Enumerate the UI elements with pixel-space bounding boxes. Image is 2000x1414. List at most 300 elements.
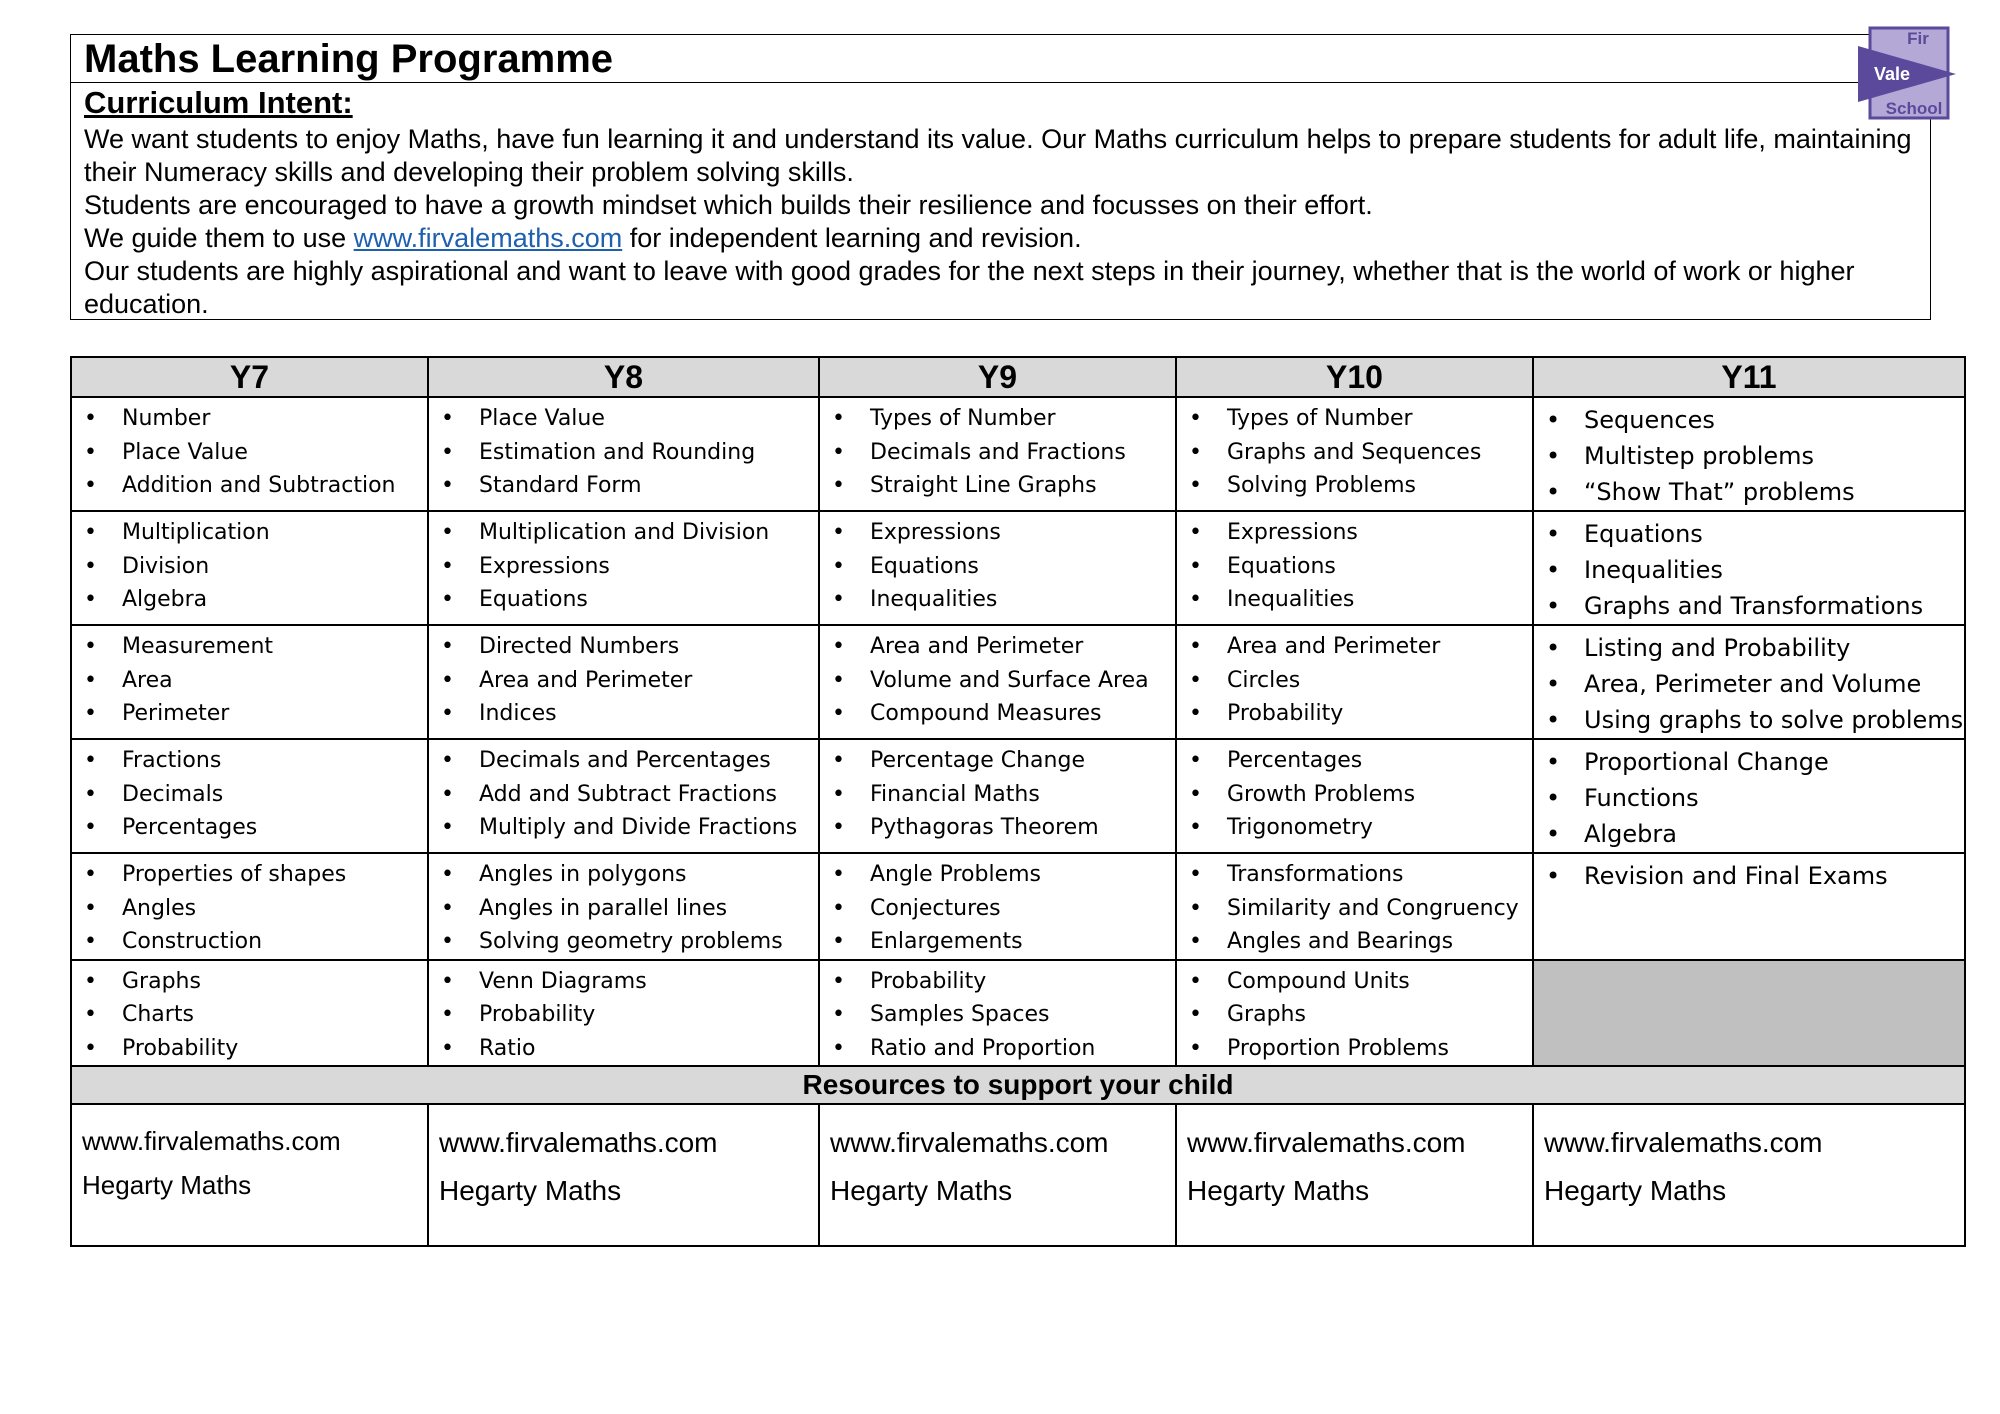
topic-label: Multiplication and Division [479, 520, 770, 545]
topic-label: Enlargements [870, 929, 1023, 954]
bullet-icon: • [441, 473, 454, 498]
bullet-icon: • [1189, 553, 1202, 579]
topic-label: Angles in parallel lines [479, 895, 728, 921]
topic-label: Graphs and Transformations [1584, 592, 1924, 620]
bullet-icon: • [441, 406, 454, 431]
topic-label: Properties of shapes [122, 862, 347, 887]
topic-item [1189, 965, 1532, 999]
topic-item [1189, 436, 1532, 470]
topic-label: Equations [479, 587, 588, 612]
topic-item [441, 811, 818, 845]
topic-item [441, 744, 818, 778]
intent-paragraph-4: Our students are highly aspirational and want to leave with good grades for the next steps in their journey, whether that is the world of work or higher education. [84, 256, 1855, 319]
topic-list [1177, 626, 1532, 731]
bullet-icon: • [84, 667, 97, 693]
topic-label: Equations [1584, 520, 1703, 548]
bullet-icon: • [1546, 634, 1561, 662]
topic-list [1534, 854, 1964, 894]
topic-list [72, 398, 427, 503]
topic-cell-y11 [1533, 511, 1965, 625]
topic-list [72, 512, 427, 617]
topic-cell-y9 [819, 625, 1176, 739]
topic-label: Place Value [479, 406, 605, 431]
topic-label: Ratio and Proportion [870, 1035, 1096, 1061]
topic-label: Expressions [870, 520, 1001, 545]
bullet-icon: • [441, 439, 454, 465]
bullet-icon: • [441, 815, 454, 840]
topic-item [441, 550, 818, 584]
topic-cell-y7 [71, 625, 428, 739]
bullet-icon: • [84, 1035, 97, 1061]
bullet-icon: • [1189, 406, 1202, 431]
bullet-icon: • [832, 439, 845, 465]
topic-item [84, 402, 427, 436]
topic-label: Area [122, 667, 173, 693]
topic-label: Addition and Subtraction [122, 473, 396, 498]
topic-label: Transformations [1227, 862, 1404, 887]
topic-item [1189, 998, 1532, 1032]
topic-label: Pythagoras Theorem [870, 815, 1099, 840]
bullet-icon: • [84, 815, 97, 840]
topic-item [832, 778, 1175, 812]
bullet-icon: • [1189, 968, 1202, 994]
topic-list [429, 854, 818, 959]
bullet-icon: • [441, 520, 454, 545]
bullet-icon: • [1546, 748, 1561, 776]
topic-item [84, 965, 427, 999]
bullet-icon: • [832, 634, 845, 659]
bullet-icon: • [84, 1002, 97, 1027]
topic-label: Similarity and Congruency [1227, 895, 1519, 921]
topic-cell-y10 [1176, 625, 1533, 739]
topic-item [1189, 664, 1532, 698]
topic-rows [71, 397, 1965, 1066]
topic-item [832, 630, 1175, 664]
bullet-icon: • [1189, 587, 1202, 612]
bullet-icon: • [441, 1002, 454, 1027]
topic-list [1177, 854, 1532, 959]
year-header-y7: Y7 [71, 357, 428, 397]
topic-item [1189, 925, 1532, 959]
topic-item [441, 697, 818, 731]
intent-paragraph-3-start: We guide them to use [84, 223, 354, 253]
curriculum-intent-box [70, 34, 1931, 320]
topic-label: Perimeter [122, 701, 230, 726]
topic-item [84, 998, 427, 1032]
topic-cell-y11 [1533, 853, 1965, 960]
topic-label: Trigonometry [1227, 815, 1373, 840]
intent-paragraph-3-end: for independent learning and revision. [622, 223, 1082, 253]
bullet-icon: • [84, 895, 97, 921]
bullet-icon: • [832, 406, 845, 431]
topic-row [71, 739, 1965, 853]
bullet-icon: • [84, 781, 97, 807]
topic-item [84, 892, 427, 926]
topic-cell-y11 [1533, 625, 1965, 739]
bullet-icon: • [441, 895, 454, 921]
bullet-icon: • [832, 862, 845, 887]
resources-row [71, 1104, 1965, 1246]
topic-label: Decimals and Percentages [479, 748, 771, 773]
resource-site[interactable]: www.firvalemaths.com [1187, 1127, 1466, 1158]
topic-item [1189, 630, 1532, 664]
topic-item [441, 630, 818, 664]
topic-item [441, 436, 818, 470]
topic-cell-y10 [1176, 853, 1533, 960]
topic-cell-y11 [1533, 739, 1965, 853]
resource-tool: Hegarty Maths [1187, 1175, 1370, 1206]
topic-cell-y8 [428, 511, 819, 625]
bullet-icon: • [84, 929, 97, 954]
topic-cell-y9 [819, 960, 1176, 1067]
topic-item [1189, 778, 1532, 812]
topic-cell-y8 [428, 853, 819, 960]
topic-label: Multiply and Divide Fractions [479, 815, 798, 840]
topic-label: Algebra [1584, 820, 1677, 848]
year-header-y9: Y9 [819, 357, 1176, 397]
topic-label: Area and Perimeter [479, 667, 693, 693]
topic-label: Standard Form [479, 473, 642, 498]
topic-list [820, 740, 1175, 845]
topic-item [832, 664, 1175, 698]
bullet-icon: • [1189, 929, 1202, 954]
topic-label: Construction [122, 929, 263, 954]
topic-label: Equations [1227, 553, 1336, 579]
bullet-icon: • [1189, 895, 1202, 921]
topic-label: Number [122, 406, 211, 431]
topic-label: Charts [122, 1002, 194, 1027]
topic-list [820, 512, 1175, 617]
bullet-icon: • [832, 587, 845, 612]
topic-label: Probability [1227, 701, 1344, 726]
topic-label: Fractions [122, 748, 222, 773]
bullet-icon: • [1189, 634, 1202, 659]
topic-label: Angles and Bearings [1227, 929, 1454, 954]
topic-label: Equations [870, 553, 979, 579]
topic-cell-y7 [71, 739, 428, 853]
topic-label: Types of Number [1227, 406, 1413, 431]
topic-item [832, 402, 1175, 436]
topic-item [441, 858, 818, 892]
topic-item [1189, 697, 1532, 731]
topic-row [71, 625, 1965, 739]
topic-item [441, 778, 818, 812]
topic-item [832, 583, 1175, 617]
intent-paragraph-1: We want students to enjoy Maths, have fun learning it and understand its value. Our Maths curriculum helps to prepare students for adult life, maintaining their Numeracy skills and developing their problem solving skills. [84, 124, 1912, 187]
bullet-icon: • [832, 1002, 845, 1027]
topic-label: Percentage Change [870, 748, 1085, 773]
topic-cell-y7 [71, 853, 428, 960]
topic-label: Listing and Probability [1584, 634, 1851, 662]
topic-cell-y8 [428, 960, 819, 1067]
topic-cell-y8 [428, 397, 819, 511]
topic-label: Compound Units [1227, 968, 1410, 994]
topic-item [1546, 744, 1964, 780]
bullet-icon: • [1189, 815, 1202, 840]
bullet-icon: • [84, 862, 97, 887]
school-logo [1858, 26, 1958, 126]
bullet-icon: • [84, 406, 97, 431]
topic-item [441, 583, 818, 617]
topic-item [1189, 744, 1532, 778]
year-header-y10: Y10 [1176, 357, 1533, 397]
topic-item [1189, 402, 1532, 436]
bullet-icon: • [832, 701, 845, 726]
topic-label: Multistep problems [1584, 442, 1815, 470]
topic-list [1177, 398, 1532, 503]
topic-item [441, 998, 818, 1032]
topic-list [72, 854, 427, 959]
topic-label: Solving Problems [1227, 473, 1416, 498]
topic-label: Samples Spaces [870, 1002, 1050, 1027]
topic-row [71, 960, 1965, 1067]
bullet-icon: • [84, 439, 97, 465]
topic-list [820, 626, 1175, 731]
topic-item [84, 1032, 427, 1066]
bullet-icon: • [1189, 473, 1202, 498]
topic-list [820, 961, 1175, 1066]
topic-item [84, 858, 427, 892]
intent-paragraph-3 [71, 222, 1930, 255]
topic-item [84, 469, 427, 503]
topic-label: Proportion Problems [1227, 1035, 1449, 1061]
topic-label: Multiplication [122, 520, 270, 545]
resource-tool: Hegarty Maths [439, 1175, 622, 1206]
bullet-icon: • [1546, 820, 1561, 848]
topic-cell-y8 [428, 625, 819, 739]
topic-item [1546, 474, 1964, 510]
topic-item [441, 965, 818, 999]
topic-item [1546, 402, 1964, 438]
topic-item [441, 516, 818, 550]
topic-label: Angles in polygons [479, 862, 687, 887]
topic-item [441, 925, 818, 959]
topic-label: Solving geometry problems [479, 929, 783, 954]
topic-item [84, 811, 427, 845]
bullet-icon: • [84, 968, 97, 994]
bullet-icon: • [1189, 781, 1202, 807]
topic-item [1546, 780, 1964, 816]
bullet-icon: • [832, 781, 845, 807]
topic-label: Functions [1584, 784, 1699, 812]
topic-label: Probability [122, 1035, 239, 1061]
topic-label: Sequences [1584, 406, 1715, 434]
bullet-icon: • [1189, 667, 1202, 693]
resources-cell-y10 [1176, 1104, 1533, 1246]
topic-item [832, 516, 1175, 550]
topic-list [1534, 626, 1964, 738]
topic-label: Using graphs to solve problems [1584, 706, 1964, 734]
topic-row [71, 853, 1965, 960]
resources-heading: Resources to support your child [71, 1066, 1965, 1104]
bullet-icon: • [84, 701, 97, 726]
topic-label: Graphs [122, 968, 201, 994]
bullet-icon: • [441, 634, 454, 659]
bullet-icon: • [1546, 442, 1561, 470]
bullet-icon: • [832, 815, 845, 840]
topic-item [1546, 516, 1964, 552]
bullet-icon: • [832, 667, 845, 693]
topic-label: Volume and Surface Area [870, 667, 1149, 693]
topic-label: Probability [870, 968, 987, 994]
topic-label: Estimation and Rounding [479, 439, 756, 465]
topic-item [441, 469, 818, 503]
bullet-icon: • [1546, 520, 1561, 548]
bullet-icon: • [441, 701, 454, 726]
topic-list [820, 854, 1175, 959]
topic-item [1189, 516, 1532, 550]
topic-label: Inequalities [870, 587, 998, 612]
topic-label: Angle Problems [870, 862, 1042, 887]
topic-cell-y10 [1176, 960, 1533, 1067]
topic-item [832, 858, 1175, 892]
bullet-icon: • [1546, 478, 1561, 506]
topic-item [84, 630, 427, 664]
topic-item [84, 778, 427, 812]
bullet-icon: • [1189, 701, 1202, 726]
topic-item [84, 744, 427, 778]
bullet-icon: • [1546, 862, 1561, 890]
topic-cell-y11 [1533, 397, 1965, 511]
topic-list [429, 740, 818, 845]
topic-cell-y8 [428, 739, 819, 853]
topic-label: Financial Maths [870, 781, 1040, 807]
topic-cell-y10 [1176, 739, 1533, 853]
topic-list [429, 626, 818, 731]
topic-list [429, 512, 818, 617]
bullet-icon: • [832, 473, 845, 498]
topic-label: Algebra [122, 587, 208, 612]
topic-item [1189, 469, 1532, 503]
topic-label: Decimals and Fractions [870, 439, 1126, 465]
topic-label: Expressions [1227, 520, 1358, 545]
topic-label: Percentages [122, 815, 258, 840]
topic-label: Angles [122, 895, 197, 921]
topic-list [1177, 740, 1532, 845]
resources-cell-y8 [428, 1104, 819, 1246]
bullet-icon: • [1546, 592, 1561, 620]
bullet-icon: • [441, 862, 454, 887]
logo-text-vale: Vale [1873, 64, 1911, 84]
resource-site[interactable]: www.firvalemaths.com [439, 1127, 718, 1158]
intent-paragraph-2: Students are encouraged to have a growth mindset which builds their resilience and focusses on their effort. [84, 190, 1373, 220]
topic-item [832, 469, 1175, 503]
resource-tool: Hegarty Maths [1544, 1175, 1727, 1206]
topic-item [84, 925, 427, 959]
topic-label: Compound Measures [870, 701, 1102, 726]
topic-item [832, 436, 1175, 470]
resources-cell-y7 [71, 1104, 428, 1246]
bullet-icon: • [832, 520, 845, 545]
topic-label: “Show That” problems [1584, 478, 1855, 506]
topic-cell-y10 [1176, 397, 1533, 511]
topic-cell-y9 [819, 853, 1176, 960]
topic-label: Conjectures [870, 895, 1001, 921]
bullet-icon: • [84, 520, 97, 545]
bullet-icon: • [441, 667, 454, 693]
topic-row [71, 397, 1965, 511]
topic-item [832, 550, 1175, 584]
topic-cell-y10 [1176, 511, 1533, 625]
topic-label: Circles [1227, 667, 1301, 693]
bullet-icon: • [1189, 439, 1202, 465]
topic-item [441, 402, 818, 436]
topic-item [832, 697, 1175, 731]
topic-label: Types of Number [870, 406, 1056, 431]
bullet-icon: • [84, 634, 97, 659]
resources-cell-y9 [819, 1104, 1176, 1246]
bullet-icon: • [1546, 406, 1561, 434]
topic-label: Measurement [122, 634, 274, 659]
topic-item [84, 516, 427, 550]
topic-item [1189, 1032, 1532, 1066]
topic-label: Proportional Change [1584, 748, 1829, 776]
topic-list [1177, 512, 1532, 617]
topic-label: Area and Perimeter [1227, 634, 1441, 659]
topic-list [429, 961, 818, 1066]
resource-site[interactable]: www.firvalemaths.com [82, 1126, 341, 1156]
topic-item [1546, 552, 1964, 588]
topic-label: Venn Diagrams [479, 968, 647, 994]
topic-item [1546, 438, 1964, 474]
resources-header-row [71, 1066, 1965, 1104]
topic-label: Area, Perimeter and Volume [1584, 670, 1922, 698]
topic-item [1189, 892, 1532, 926]
bullet-icon: • [832, 895, 845, 921]
topic-item [1546, 816, 1964, 852]
bullet-icon: • [832, 553, 845, 579]
topic-label: Graphs [1227, 1002, 1306, 1027]
bullet-icon: • [1189, 520, 1202, 545]
year-header-y8: Y8 [428, 357, 819, 397]
topic-item [832, 925, 1175, 959]
topic-list [1534, 512, 1964, 624]
bullet-icon: • [441, 929, 454, 954]
bullet-icon: • [441, 553, 454, 579]
firvalemaths-link[interactable]: www.firvalemaths.com [353, 223, 623, 253]
topic-list [820, 398, 1175, 503]
resource-tool: Hegarty Maths [830, 1175, 1013, 1206]
topic-list [1177, 961, 1532, 1066]
topic-cell-y9 [819, 397, 1176, 511]
topic-item [441, 664, 818, 698]
bullet-icon: • [1546, 556, 1561, 584]
bullet-icon: • [832, 929, 845, 954]
resource-site[interactable]: www.firvalemaths.com [1544, 1127, 1823, 1158]
resource-site[interactable]: www.firvalemaths.com [830, 1127, 1109, 1158]
topic-item [1546, 666, 1964, 702]
topic-item [832, 998, 1175, 1032]
topic-label: Indices [479, 701, 557, 726]
topic-cell-y9 [819, 511, 1176, 625]
topic-item [441, 1032, 818, 1066]
topic-item [1546, 858, 1964, 894]
topic-list [72, 740, 427, 845]
topic-label: Ratio [479, 1035, 536, 1061]
bullet-icon: • [832, 748, 845, 773]
topic-item [441, 892, 818, 926]
resources-cell-y11 [1533, 1104, 1965, 1246]
topic-label: Percentages [1227, 748, 1363, 773]
bullet-icon: • [1189, 862, 1202, 887]
curriculum-table [70, 356, 1966, 1247]
bullet-icon: • [84, 553, 97, 579]
topic-list [429, 398, 818, 503]
bullet-icon: • [1189, 748, 1202, 773]
topic-item [84, 697, 427, 731]
topic-item [832, 965, 1175, 999]
topic-item [1546, 702, 1964, 738]
